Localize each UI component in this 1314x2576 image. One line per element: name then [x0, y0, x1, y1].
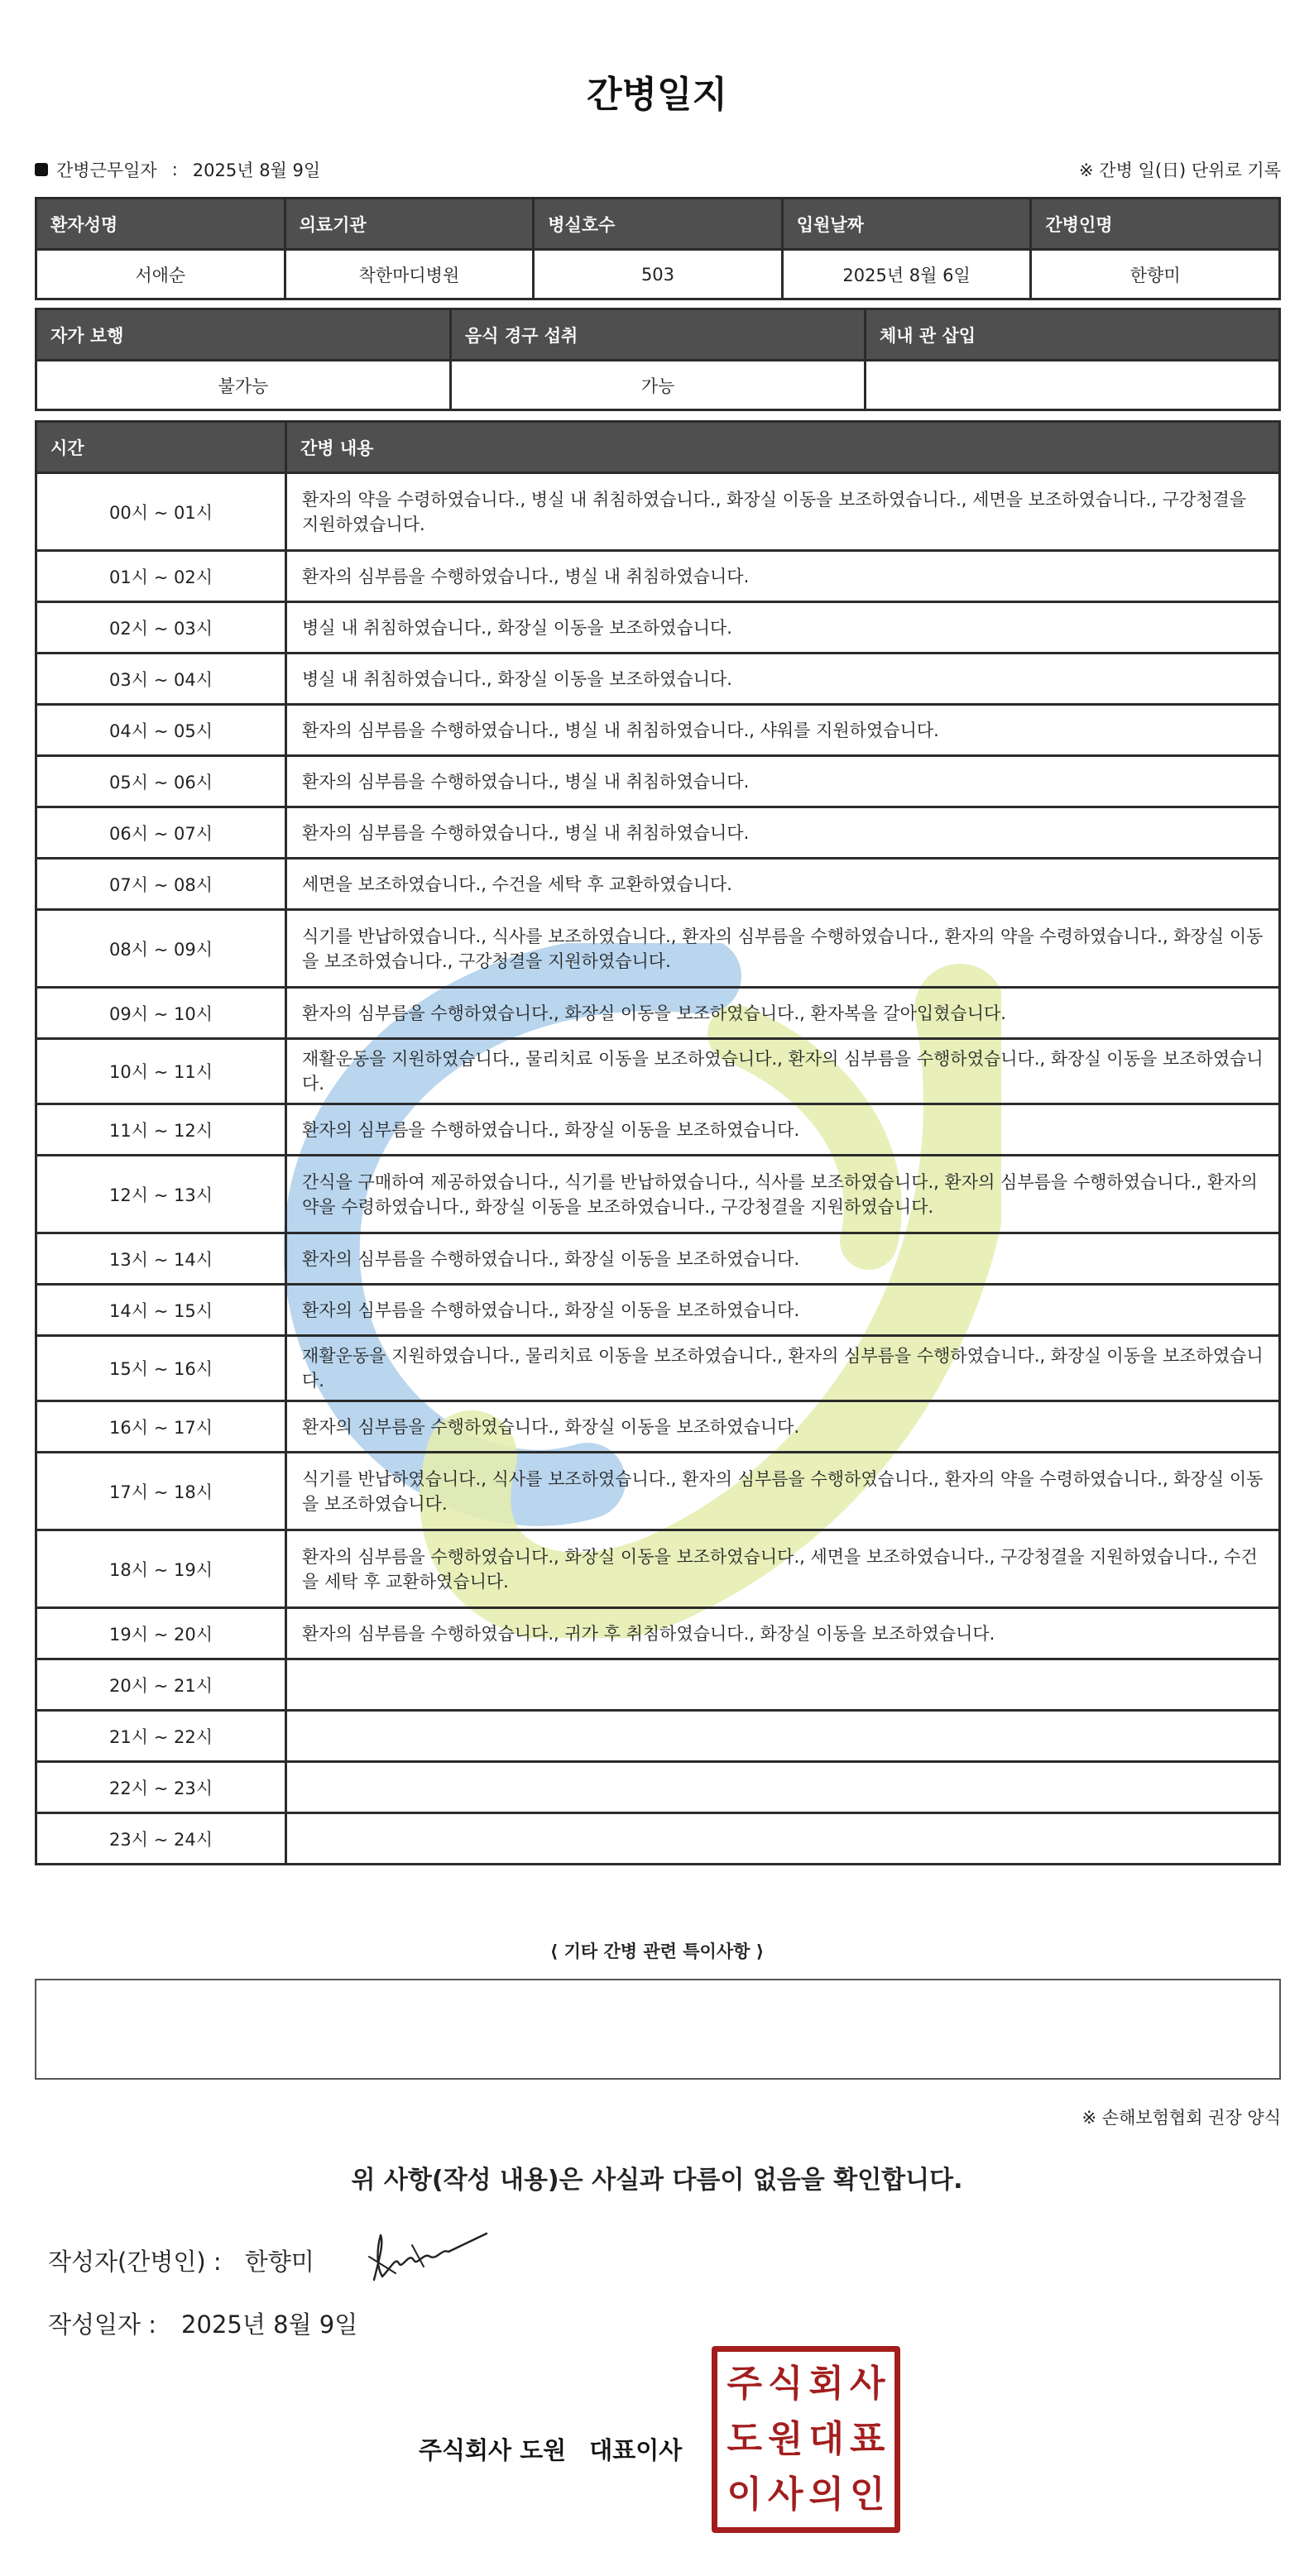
remarks-box: [35, 1979, 1281, 2080]
patient-status-header-row: [36, 309, 1280, 361]
care-log-row: [36, 1401, 1280, 1453]
care-log-time: 21시 ~ 22시: [36, 1711, 286, 1762]
signature-icon: [362, 2227, 495, 2285]
care-log-content: [286, 1711, 1280, 1762]
care-log-row: [36, 807, 1280, 859]
care-log-content: 식기를 반납하였습니다., 식사를 보조하였습니다., 환자의 심부름을 수행하였습니다., 환자의 약을 수령하였습니다., 화장실 이동을 보조하였습니다.: [286, 1453, 1280, 1530]
care-log-content: [286, 1813, 1280, 1865]
header-admission-date: 입원날짜: [782, 199, 1031, 250]
care-log-time: 02시 ~ 03시: [36, 602, 286, 654]
header-room-number: 병실호수: [534, 199, 783, 250]
patient-info-header-row: [36, 199, 1280, 250]
seal-character: 이: [727, 2473, 762, 2516]
care-log-row: [36, 1039, 1280, 1104]
care-log-content: 간식을 구매하여 제공하였습니다., 식기를 반납하였습니다., 식사를 보조하였습니다., 환자의 심부름을 수행하였습니다., 환자의 약을 수령하였습니다., 화장실 이동을 보조하였습니다., 구강청결을 지원하였습니다.: [286, 1156, 1280, 1233]
seal-character: 원: [767, 2417, 803, 2460]
self-walking-value: 불가능: [36, 361, 451, 410]
written-date-value: 2025년 8월 9일: [181, 2310, 358, 2339]
care-log-time: 14시 ~ 15시: [36, 1285, 286, 1336]
care-log-content: 환자의 심부름을 수행하였습니다., 화장실 이동을 보조하였습니다.: [286, 1233, 1280, 1285]
header-caregiver-name: 간병인명: [1031, 199, 1280, 250]
work-date-value: 2025년 8월 9일: [192, 160, 321, 180]
care-log-time: 23시 ~ 24시: [36, 1813, 286, 1865]
care-log-row: [36, 602, 1280, 654]
bullet-square-icon: [35, 163, 48, 176]
care-log-content: 환자의 심부름을 수행하였습니다., 귀가 후 취침하였습니다., 화장실 이동을 보조하였습니다.: [286, 1608, 1280, 1659]
care-log-time: 01시 ~ 02시: [36, 551, 286, 602]
care-log-time: 18시 ~ 19시: [36, 1530, 286, 1608]
patient-status-value-row: [36, 361, 1280, 410]
form-note: ※ 손해보험협회 권장 양식: [1081, 2108, 1281, 2128]
care-log-content: 환자의 약을 수령하였습니다., 병실 내 취침하였습니다., 화장실 이동을 보조하였습니다., 세면을 보조하였습니다., 구강청결을 지원하였습니다.: [286, 473, 1280, 551]
care-log-row: [36, 859, 1280, 910]
seal-character: 주: [727, 2363, 762, 2406]
care-log-content: 환자의 심부름을 수행하였습니다., 화장실 이동을 보조하였습니다., 세면을 보조하였습니다., 구강청결을 지원하였습니다., 수건을 세탁 후 교환하였습니다.: [286, 1530, 1280, 1608]
caregiver-name: 한향미: [1031, 250, 1280, 299]
writer-label: 작성자(간병인) :: [48, 2248, 222, 2276]
care-log-content: 세면을 보조하였습니다., 수건을 세탁 후 교환하였습니다.: [286, 859, 1280, 910]
seal-character: 회: [808, 2363, 844, 2406]
care-log-content: 환자의 심부름을 수행하였습니다., 병실 내 취침하였습니다.: [286, 551, 1280, 602]
care-log-time: 12시 ~ 13시: [36, 1156, 286, 1233]
care-log-content: [286, 1659, 1280, 1711]
care-log-row: [36, 1233, 1280, 1285]
admission-date: 2025년 8월 6일: [782, 250, 1031, 299]
remarks-title: ⟨ 기타 간병 관련 특이사항 ⟩: [549, 1942, 765, 1961]
care-log-row: [36, 1762, 1280, 1813]
patient-info-table: [35, 197, 1281, 300]
care-log-time: 13시 ~ 14시: [36, 1233, 286, 1285]
written-date-label: 작성일자 :: [48, 2310, 157, 2339]
header-time: 시간: [36, 422, 286, 473]
care-log-time: 04시 ~ 05시: [36, 705, 286, 756]
care-log-row: [36, 1104, 1280, 1156]
care-log-time: 17시 ~ 18시: [36, 1453, 286, 1530]
work-date-colon: :: [171, 160, 178, 180]
care-log-row: [36, 1336, 1280, 1401]
care-log-time: 19시 ~ 20시: [36, 1608, 286, 1659]
care-log-time: 11시 ~ 12시: [36, 1104, 286, 1156]
writer-line: [48, 2243, 314, 2277]
care-log-row: [36, 1530, 1280, 1608]
care-log-content: 환자의 심부름을 수행하였습니다., 병실 내 취침하였습니다.: [286, 756, 1280, 807]
header-patient-name: 환자성명: [36, 199, 285, 250]
seal-character: 도: [727, 2417, 762, 2460]
care-log-time: 08시 ~ 09시: [36, 910, 286, 988]
care-log-row: [36, 1711, 1280, 1762]
seal-character: 표: [849, 2417, 885, 2460]
company-seal-stamp: [712, 2346, 900, 2533]
care-log-time: 15시 ~ 16시: [36, 1336, 286, 1401]
seal-character: 식: [767, 2363, 803, 2406]
work-date-label: 간병근무일자: [56, 160, 157, 180]
seal-character: 사: [849, 2363, 885, 2406]
care-log-time: 16시 ~ 17시: [36, 1401, 286, 1453]
care-log-row: [36, 654, 1280, 705]
care-log-content: 환자의 심부름을 수행하였습니다., 화장실 이동을 보조하였습니다.: [286, 1285, 1280, 1336]
unit-note: ※ 간병 일(日) 단위로 기록: [1079, 160, 1281, 180]
care-log-time: 06시 ~ 07시: [36, 807, 286, 859]
care-log-row: [36, 1659, 1280, 1711]
confirmation-statement: 위 사항(작성 내용)은 사실과 다름이 없음을 확인합니다.: [351, 2166, 963, 2195]
care-log-time: 20시 ~ 21시: [36, 1659, 286, 1711]
care-log-content: 식기를 반납하였습니다., 식사를 보조하였습니다., 환자의 심부름을 수행하였습니다., 환자의 약을 수령하였습니다., 화장실 이동을 보조하였습니다., 구강청결을 지원하였습니다.: [286, 910, 1280, 988]
seal-characters: [724, 2357, 888, 2522]
care-log-table: [35, 420, 1281, 1865]
page-title: 간병일지: [586, 74, 727, 116]
care-log-content: 병실 내 취침하였습니다., 화장실 이동을 보조하였습니다.: [286, 602, 1280, 654]
care-log-time: 22시 ~ 23시: [36, 1762, 286, 1813]
care-log-time: 00시 ~ 01시: [36, 473, 286, 551]
care-log-content: [286, 1762, 1280, 1813]
work-date-line: [35, 157, 320, 182]
care-log-row: [36, 705, 1280, 756]
care-log-content: 병실 내 취침하였습니다., 화장실 이동을 보조하였습니다.: [286, 654, 1280, 705]
company-line: [419, 2432, 682, 2466]
company-representative: 대표이사: [589, 2436, 683, 2464]
room-number: 503: [534, 250, 783, 299]
care-log-row: [36, 1453, 1280, 1530]
patient-name: 서애순: [36, 250, 285, 299]
company-name: 주식회사 도원: [419, 2436, 567, 2464]
care-log-content: 환자의 심부름을 수행하였습니다., 병실 내 취침하였습니다.: [286, 807, 1280, 859]
seal-character: 인: [849, 2473, 885, 2516]
care-log-content: 재활운동을 지원하였습니다., 물리치료 이동을 보조하였습니다., 환자의 심부름을 수행하였습니다., 화장실 이동을 보조하였습니다.: [286, 1336, 1280, 1401]
care-log-time: 10시 ~ 11시: [36, 1039, 286, 1104]
header-hospital: 의료기관: [285, 199, 534, 250]
oral-intake-value: 가능: [451, 361, 866, 410]
care-log-row: [36, 988, 1280, 1039]
care-log-header-row: [36, 422, 1280, 473]
care-log-content: 환자의 심부름을 수행하였습니다., 화장실 이동을 보조하였습니다.: [286, 1401, 1280, 1453]
tube-insertion-value: [866, 361, 1280, 410]
care-log-body: [36, 473, 1280, 1865]
header-self-walking: 자가 보행: [36, 309, 451, 361]
seal-character: 의: [808, 2473, 844, 2516]
header-care-content: 간병 내용: [286, 422, 1280, 473]
care-log-content: 환자의 심부름을 수행하였습니다., 화장실 이동을 보조하였습니다.: [286, 1104, 1280, 1156]
care-log-time: 09시 ~ 10시: [36, 988, 286, 1039]
written-date-line: [48, 2306, 357, 2340]
care-log-content: 재활운동을 지원하였습니다., 물리치료 이동을 보조하였습니다., 환자의 심부름을 수행하였습니다., 화장실 이동을 보조하였습니다.: [286, 1039, 1280, 1104]
header-oral-intake: 음식 경구 섭취: [451, 309, 866, 361]
care-log-row: [36, 1608, 1280, 1659]
care-log-row: [36, 551, 1280, 602]
writer-name: 한향미: [244, 2248, 314, 2276]
seal-character: 사: [767, 2473, 803, 2516]
care-log-content: 환자의 심부름을 수행하였습니다., 화장실 이동을 보조하였습니다., 환자복을 갈아입혔습니다.: [286, 988, 1280, 1039]
seal-character: 대: [808, 2417, 844, 2460]
care-log-row: [36, 1156, 1280, 1233]
hospital-name: 착한마디병원: [285, 250, 534, 299]
care-log-content: 환자의 심부름을 수행하였습니다., 병실 내 취침하였습니다., 샤워를 지원하였습니다.: [286, 705, 1280, 756]
patient-info-value-row: [36, 250, 1280, 299]
care-log-time: 03시 ~ 04시: [36, 654, 286, 705]
care-log-time: 05시 ~ 06시: [36, 756, 286, 807]
care-log-row: [36, 1285, 1280, 1336]
care-log-row: [36, 1813, 1280, 1865]
care-log-row: [36, 473, 1280, 551]
care-log-row: [36, 756, 1280, 807]
care-log-time: 07시 ~ 08시: [36, 859, 286, 910]
care-log-row: [36, 910, 1280, 988]
patient-status-table: [35, 308, 1281, 411]
header-tube-insertion: 체내 관 삽입: [866, 309, 1280, 361]
